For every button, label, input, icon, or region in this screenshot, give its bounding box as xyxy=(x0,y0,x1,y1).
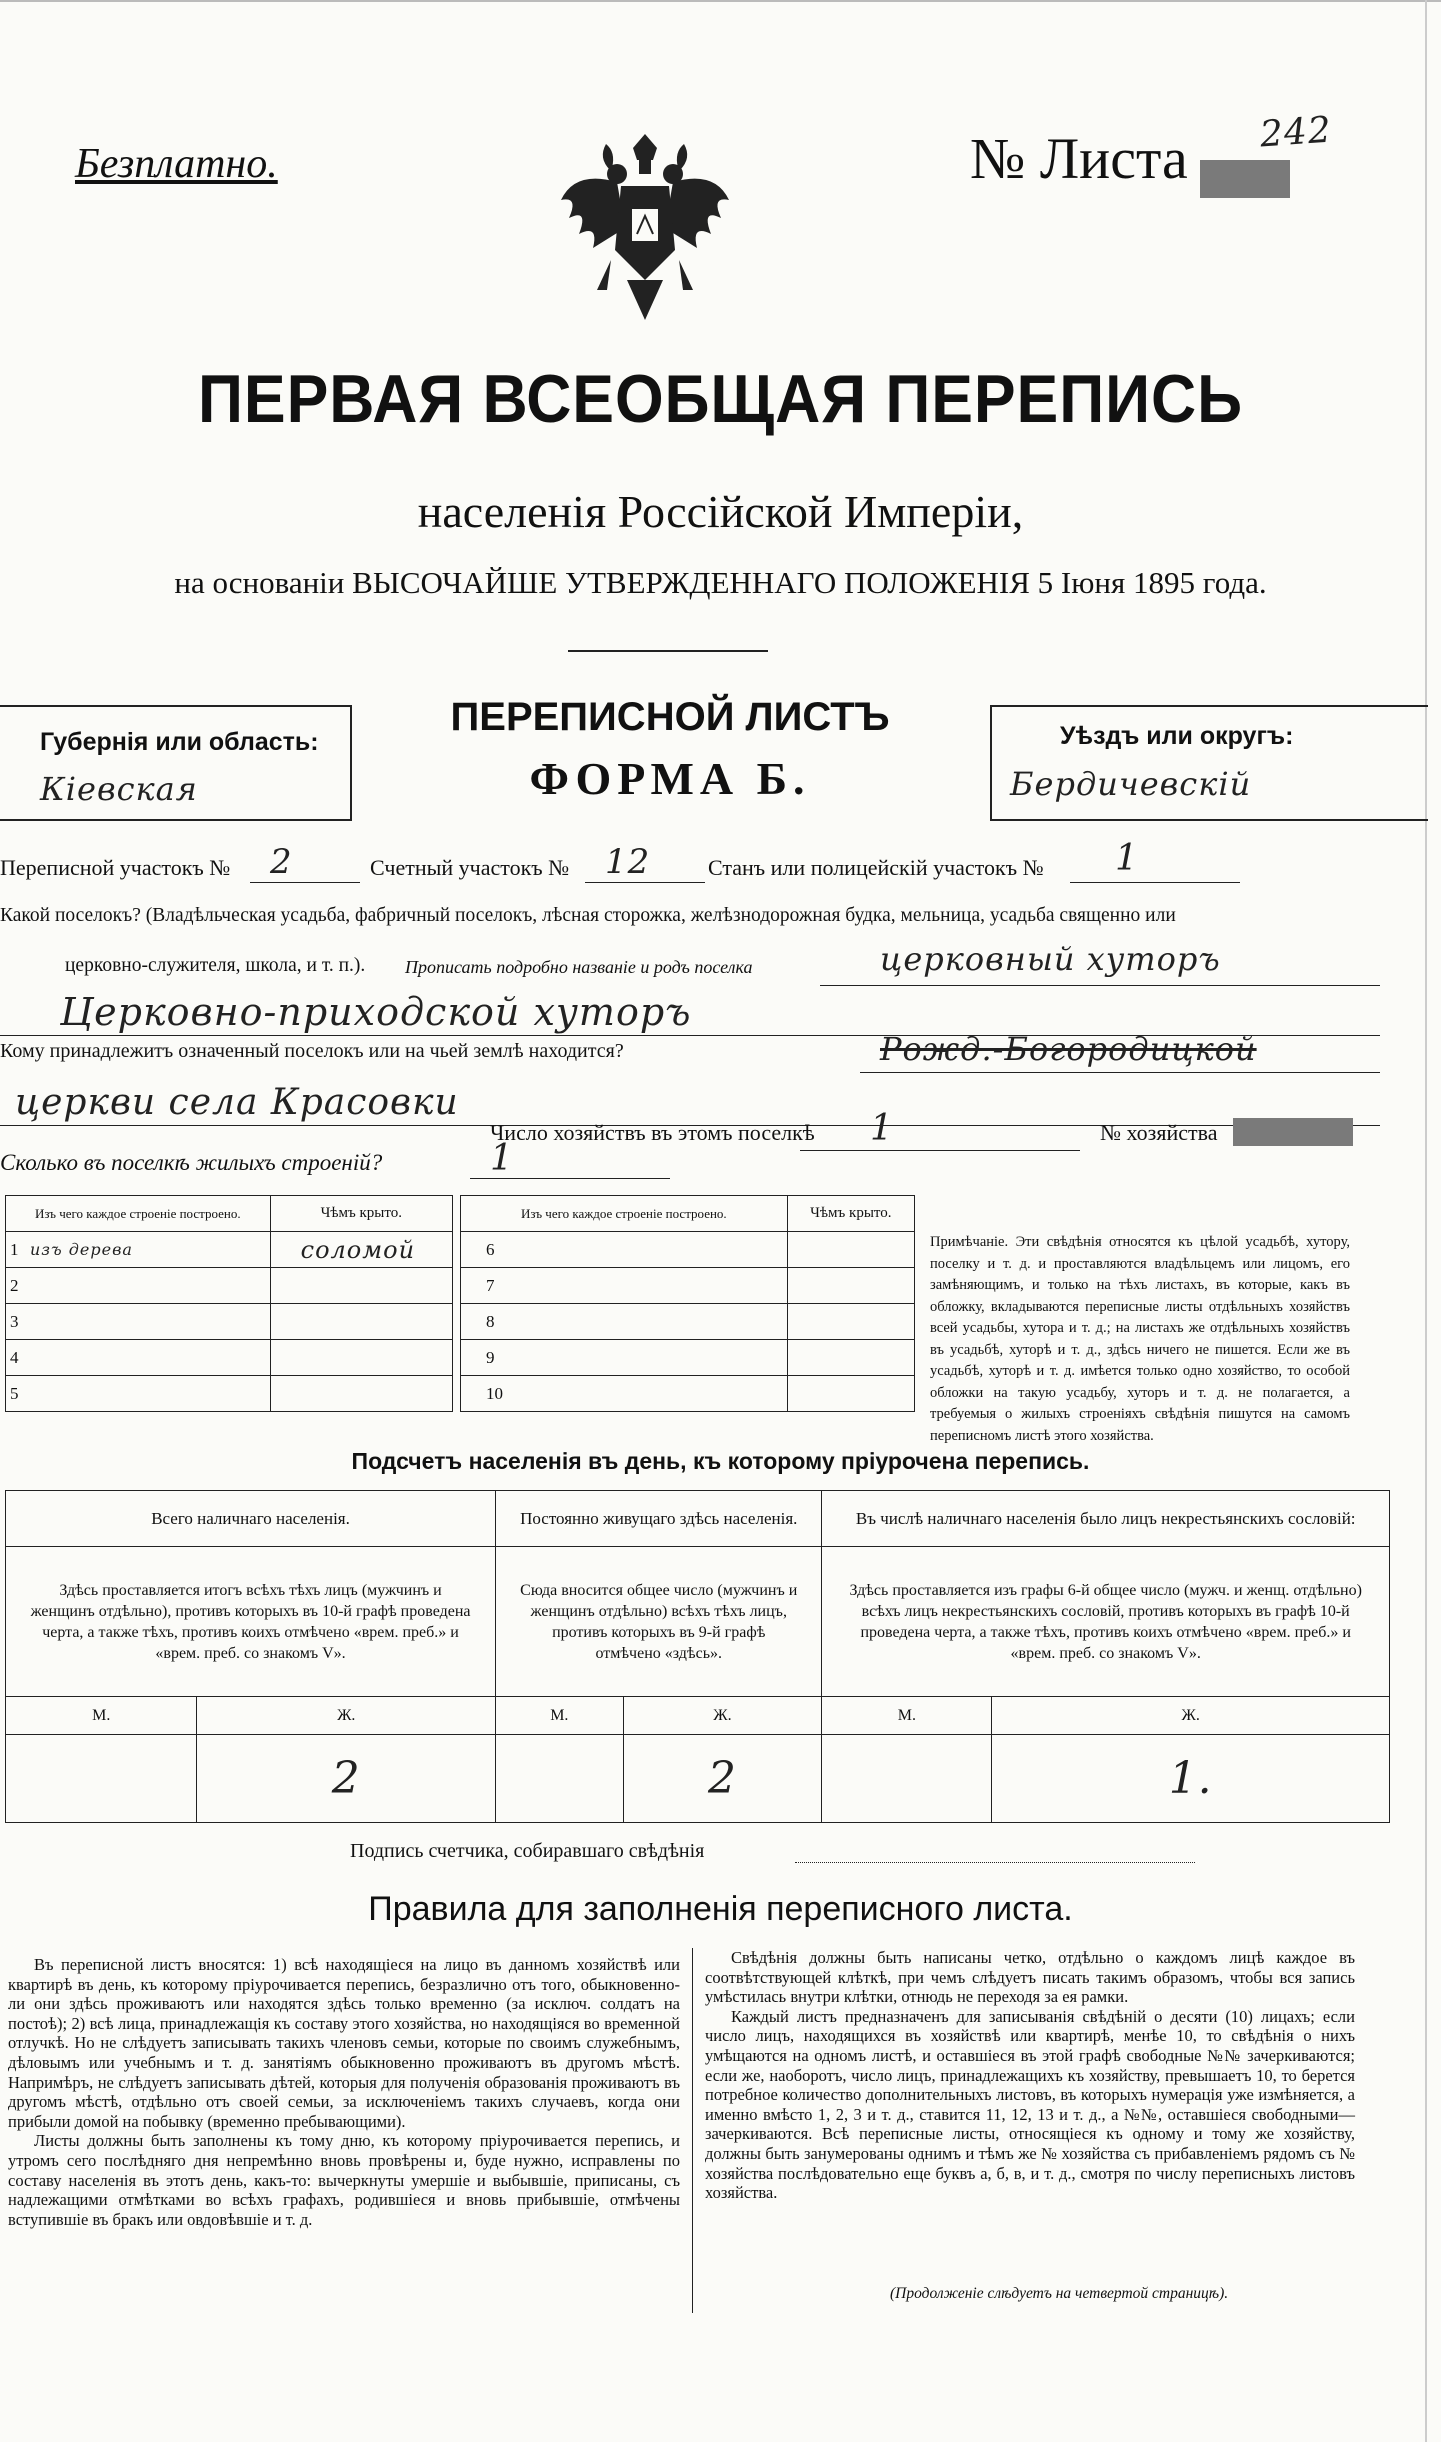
roof-header-left: Чѣмъ крыто. xyxy=(270,1196,452,1232)
row-roof xyxy=(787,1268,914,1304)
decree-line: на основаніи ВЫСОЧАЙШЕ УТВЕРЖДЕННАГО ПОЛОЖЕНІЯ 5 Іюня 1895 года. xyxy=(174,565,1267,600)
counting-district-label: Счетный участокъ № xyxy=(370,855,570,880)
total-female-value: 2 xyxy=(197,1735,496,1823)
row-number: 7 xyxy=(461,1268,517,1304)
material-header-left: Изъ чего каждое строеніе построено. xyxy=(6,1196,271,1232)
non-peasant-male-value xyxy=(822,1735,992,1823)
sheet-number-label: № Листа xyxy=(970,126,1188,191)
buildings-table-right xyxy=(460,1195,915,1412)
table-row xyxy=(6,1268,453,1304)
table-row xyxy=(461,1232,915,1268)
settlement-line-1 xyxy=(820,985,1380,986)
row-roof: соломой xyxy=(270,1232,452,1268)
table-row xyxy=(461,1376,915,1412)
sheet-title: ПЕРЕПИСНОЙ ЛИСТЪ xyxy=(450,695,890,739)
non-peasant-female-value: 1. xyxy=(992,1735,1390,1823)
stan-label: Станъ или полицейскій участокъ № xyxy=(708,855,1044,880)
table-row xyxy=(6,1340,453,1376)
row-material xyxy=(30,1304,270,1340)
settlement-value-2: Церковно-приходской хуторъ xyxy=(60,990,692,1034)
rules-right-column xyxy=(705,1948,1355,2203)
total-male-label: М. xyxy=(6,1697,197,1735)
permanent-male-value xyxy=(496,1735,623,1823)
page-edge-top xyxy=(0,0,1441,2)
table-row xyxy=(6,1304,453,1340)
row-number: 1 xyxy=(6,1232,31,1268)
sheet-number xyxy=(970,125,1188,192)
owner-line-1 xyxy=(860,1072,1380,1073)
census-district-label: Переписной участокъ № xyxy=(0,855,231,880)
stan-value: 1 xyxy=(1115,838,1139,879)
row-number: 3 xyxy=(6,1304,31,1340)
settlement-question: Какой поселокъ? (Владѣльческая усадьба, фабричный поселокъ, лѣсная сторожка, желѣзнодорожная будка, мельница, усадьба священно или xyxy=(0,905,1176,926)
households-line xyxy=(800,1150,1080,1151)
household-no-label: № хозяйства xyxy=(1100,1120,1218,1145)
row-material xyxy=(516,1376,787,1412)
rules-left-column xyxy=(8,1955,680,2229)
permanent-female-label: Ж. xyxy=(623,1697,822,1735)
buildings-table-left xyxy=(5,1195,453,1412)
population-title: Подсчетъ населенія въ день, къ которому пріурочена перепись. xyxy=(351,1448,1090,1474)
form-title: ФОРМА Б. xyxy=(529,753,811,804)
row-roof xyxy=(270,1376,452,1412)
table-row xyxy=(6,1232,453,1268)
owner-value-2: церкви села Красовки xyxy=(15,1082,459,1123)
row-roof xyxy=(270,1340,452,1376)
settlement-instruction: Прописать подробно названіе и родъ поселка xyxy=(405,957,753,977)
signature-line xyxy=(795,1862,1195,1863)
households-value: 1 xyxy=(870,1108,894,1149)
sheet-number-written: 242 xyxy=(1258,109,1334,156)
households-label: Число хозяйствъ въ этомъ поселкѣ xyxy=(490,1120,815,1145)
permanent-female-value: 2 xyxy=(623,1735,822,1823)
row-material xyxy=(30,1268,270,1304)
free-label: Безплатно. xyxy=(75,141,278,187)
permanent-population-description: Сюда вносится общее число (мужчинъ и женщинъ отдѣльно) всѣхъ тѣхъ лицъ, противъ которыхъ въ 9-й графѣ отмѣчено «здѣсь». xyxy=(496,1547,822,1697)
row-roof xyxy=(270,1304,452,1340)
census-district-row xyxy=(0,855,230,881)
roof-header-right: Чѣмъ крыто. xyxy=(787,1196,914,1232)
non-peasant-header: Въ числѣ наличнаго населенія было лицъ некрестьянскихъ сословій: xyxy=(822,1491,1390,1547)
rules-column-divider xyxy=(692,1948,693,2313)
population-table xyxy=(5,1490,1390,1823)
rules-right-paragraph-2: Каждый листъ предназначенъ для записыванія свѣдѣній о десяти (10) лицахъ; если число лицъ, находящихся въ хозяйствѣ или квартирѣ, менѣе 10, то свѣдѣнія о нихъ умѣщаются на одномъ листѣ, и оставшіеся въ этой графѣ свободные №№ зачеркиваются; если же, наоборотъ, число лицъ, принадлежащихъ къ хозяйству, превышаетъ 10, то берется потребное количество дополнительныхъ листовъ, въ которыхъ нумерація уже измѣняется, а именно вмѣсто 1, 2, 3 и т. д., ставится 11, 12, 13 и т. д., а №№, оставшіеся свободными—зачеркиваются. Всѣ переписные листы, относящіеся къ одному и тому же хозяйству, должны быть занумерованы однимъ и тѣмъ же № хозяйства съ прибавленіемъ рядомъ съ № хозяйства послѣдовательно еще буквъ а, б, в, и т. д., смотря по числу переписныхъ листовъ хозяйства. xyxy=(705,2006,1355,2203)
census-district-line xyxy=(250,882,360,883)
counting-district-line xyxy=(585,882,705,883)
non-peasant-female-label: Ж. xyxy=(992,1697,1390,1735)
stan-line xyxy=(1070,882,1240,883)
dwellings-label: Сколько въ поселкѣ жилыхъ строеній? xyxy=(0,1150,383,1175)
non-peasant-male-label: М. xyxy=(822,1697,992,1735)
non-peasant-description: Здѣсь проставляется изъ графы 6-й общее число (мужч. и женщ. отдѣльно) всѣхъ лицъ некрестьянскихъ сословій, противъ которыхъ въ графѣ 10-й проведена черта, а также тѣхъ, противъ коихъ отмѣчено «врем. преб.» и «врем. преб. со знакомъ V». xyxy=(822,1547,1390,1697)
page-edge-right xyxy=(1425,0,1427,2442)
row-number: 5 xyxy=(6,1376,31,1412)
row-number: 8 xyxy=(461,1304,517,1340)
row-number: 2 xyxy=(6,1268,31,1304)
guberniya-value: Кіевская xyxy=(40,770,198,808)
main-title: ПЕРВАЯ ВСЕОБЩАЯ ПЕРЕПИСЬ xyxy=(198,361,1243,437)
permanent-male-label: М. xyxy=(496,1697,623,1735)
double-headed-eagle-icon xyxy=(555,130,735,330)
table-row xyxy=(461,1304,915,1340)
row-material xyxy=(30,1340,270,1376)
row-material xyxy=(516,1340,787,1376)
title-rule xyxy=(568,650,768,652)
material-header-right: Изъ чего каждое строеніе построено. xyxy=(461,1196,788,1232)
signature-label: Подпись счетчика, собиравшаго свѣдѣнія xyxy=(350,1840,705,1862)
owner-question: Кому принадлежитъ означенный поселокъ или на чьей землѣ находится? xyxy=(0,1040,624,1062)
row-material: изъ дерева xyxy=(30,1232,270,1268)
census-district-value: 2 xyxy=(270,842,293,882)
row-material xyxy=(516,1304,787,1340)
household-no-redaction xyxy=(1233,1118,1353,1146)
row-roof xyxy=(787,1232,914,1268)
row-number: 6 xyxy=(461,1232,517,1268)
sheet-number-redaction xyxy=(1200,160,1290,198)
total-population-header: Всего наличнаго населенія. xyxy=(6,1491,496,1547)
rules-title: Правила для заполненія переписного листа. xyxy=(368,1890,1073,1928)
rules-right-paragraph-1: Свѣдѣнія должны быть написаны четко, отдѣльно о каждомъ лицѣ каждое въ соотвѣтствующей клѣткѣ, при чемъ слѣдуетъ писать такимъ образомъ, чтобы вся запись умѣстилась внутри клѣтки, отнюдь не переходя за ея рамки. xyxy=(705,1948,1355,2007)
row-material xyxy=(516,1268,787,1304)
guberniya-label: Губернія или область: xyxy=(40,728,319,756)
uezd-label: Уѣздъ или округъ: xyxy=(1060,722,1294,750)
total-population-description: Здѣсь проставляется итогъ всѣхъ тѣхъ лицъ (мужчинъ и женщинъ отдѣльно), противъ которыхъ въ 10-й графѣ проведена черта, а также тѣхъ, противъ коихъ отмѣчено «врем. преб.» и «врем. преб. со знакомъ V». xyxy=(6,1547,496,1697)
settlement-value-1: церковный хуторъ xyxy=(880,940,1221,978)
rules-left-paragraph-1: Въ переписной листъ вносятся: 1) всѣ находящіеся на лицо въ данномъ хозяйствѣ или квартирѣ въ день, къ которому пріурочивается перепись, безразлично отъ того, обыкновенно-ли они здѣсь проживаютъ или находятся здѣсь только временно (за исключ. солдатъ на постоѣ); 2) всѣ лица, принадлежащія къ составу этого хозяйства, но находящіяся во временной отлучкѣ. Но не слѣдуетъ записывать такихъ членовъ семьи, которые по своимъ служебнымъ, дѣловымъ или учебнымъ и т. д. занятіямъ обыкновенно проживаютъ въ другомъ мѣстѣ. Напримѣръ, не слѣдуетъ записывать дѣтей, которыя для полученія образованія проживаютъ въ другомъ мѣстѣ, отдѣльно отъ своей семьи, за исключеніемъ такихъ случаевъ, когда они прибыли домой на побывку (временно пребывающими). xyxy=(8,1955,680,2131)
row-number: 10 xyxy=(461,1376,517,1412)
rules-continuation: (Продолженіе слѣдуетъ на четвертой страницѣ). xyxy=(890,2285,1229,2302)
row-roof xyxy=(787,1340,914,1376)
buildings-note: Примѣчаніе. Эти свѣдѣнія относятся къ цѣлой усадьбѣ, хутору, поселку и т. д. и проставляются владѣльцемъ или лицомъ, его замѣняющимъ, и только на тѣхъ листахъ, въ которые, какъ въ обложку, вкладываются переписные листы отдѣльныхъ хозяйствъ всей усадьбы, хутора и т. д.; на листахъ же отдѣльныхъ хозяйствъ въ усадьбѣ, хуторѣ и т. д., здѣсь ничего не пишется. Если же въ усадьбѣ, хуторѣ и т. д. имѣется только одно хозяйство, то особой обложки на такую усадьбу, хуторъ и т. д. не полагается, а требуемыя о жилыхъ строеніяхъ свѣдѣнія пишутся на самомъ переписномъ листѣ этого хозяйства. xyxy=(930,1234,1350,1444)
table-row xyxy=(6,1376,453,1412)
dwellings-value: 1 xyxy=(490,1138,514,1179)
uezd-value: Бердичевскій xyxy=(1010,765,1252,803)
rules-left-paragraph-2: Листы должны быть заполнены къ тому дню, къ которому пріурочивается перепись, и утромъ сего послѣдняго дня непремѣнно вновь провѣрены и, буде нужно, исправлены по составу населенія въ этотъ день, какъ-то: вычеркнуты умершіе и выбывшіе, приписаны, съ надлежащими отмѣтками во всѣхъ графахъ, родившіеся и вновь прибывшіе, отмѣчены вступившіе въ бракъ или овдовѣвшіе и т. д. xyxy=(8,2131,680,2229)
subtitle: населенія Россійской Имперіи, xyxy=(417,486,1024,537)
total-female-label: Ж. xyxy=(197,1697,496,1735)
row-material xyxy=(30,1376,270,1412)
row-number: 4 xyxy=(6,1340,31,1376)
total-male-value xyxy=(6,1735,197,1823)
counting-district-value: 12 xyxy=(605,842,651,882)
permanent-population-header: Постоянно живущаго здѣсь населенія. xyxy=(496,1491,822,1547)
row-material xyxy=(516,1232,787,1268)
row-roof xyxy=(270,1268,452,1304)
row-number: 9 xyxy=(461,1340,517,1376)
row-roof xyxy=(787,1304,914,1340)
row-roof xyxy=(787,1376,914,1412)
table-row xyxy=(461,1340,915,1376)
owner-value-1: Рожд.-Богородицкой xyxy=(880,1030,1257,1068)
table-row xyxy=(461,1268,915,1304)
settlement-question-cont: церковно-служителя, школа, и т. п.). xyxy=(65,955,366,976)
